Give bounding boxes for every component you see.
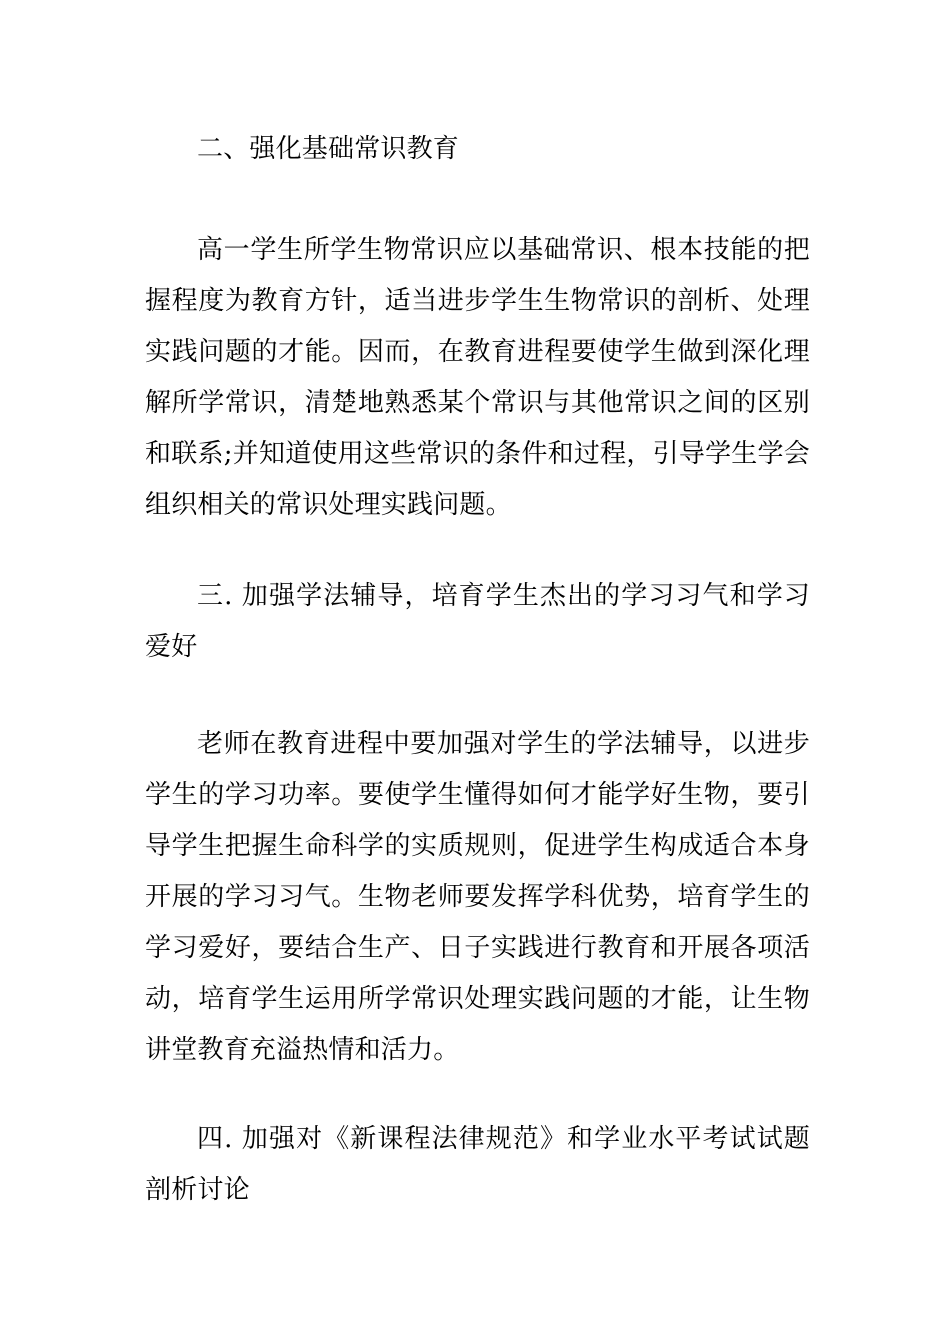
section-heading-3: 三. 加强学法辅导，培育学生杰出的学习习气和学习爱好 bbox=[145, 581, 810, 662]
section-heading-4: 四. 加强对《新课程法律规范》和学业水平考试试题剖析讨论 bbox=[145, 1124, 810, 1205]
section-heading-2: 二、强化基础常识教育 bbox=[197, 134, 460, 164]
section-paragraph-2: 高一学生所学生物常识应以基础常识、根本技能的把握程度为教育方针，适当进步学生生物常识的剖析、处理实践问题的才能。因而，在教育进程要使学生做到深化理解所学常识，清楚地熟悉某个常识与其他常识之间的区别和联系;并知道使用这些常识的条件和过程，引导学生学会组织相关的常识处理实践问题。 bbox=[145, 235, 810, 520]
section-paragraph-3: 老师在教育进程中要加强对学生的学法辅导，以进步学生的学习功率。要使学生懂得如何才能学好生物，要引导学生把握生命科学的实质规则，促进学生构成适合本身开展的学习习气。生物老师要发挥学科优势，培育学生的学习爱好，要结合生产、日子实践进行教育和开展各项活动，培育学生运用所学常识处理实践问题的才能，让生物讲堂教育充溢热情和活力。 bbox=[145, 729, 810, 1065]
